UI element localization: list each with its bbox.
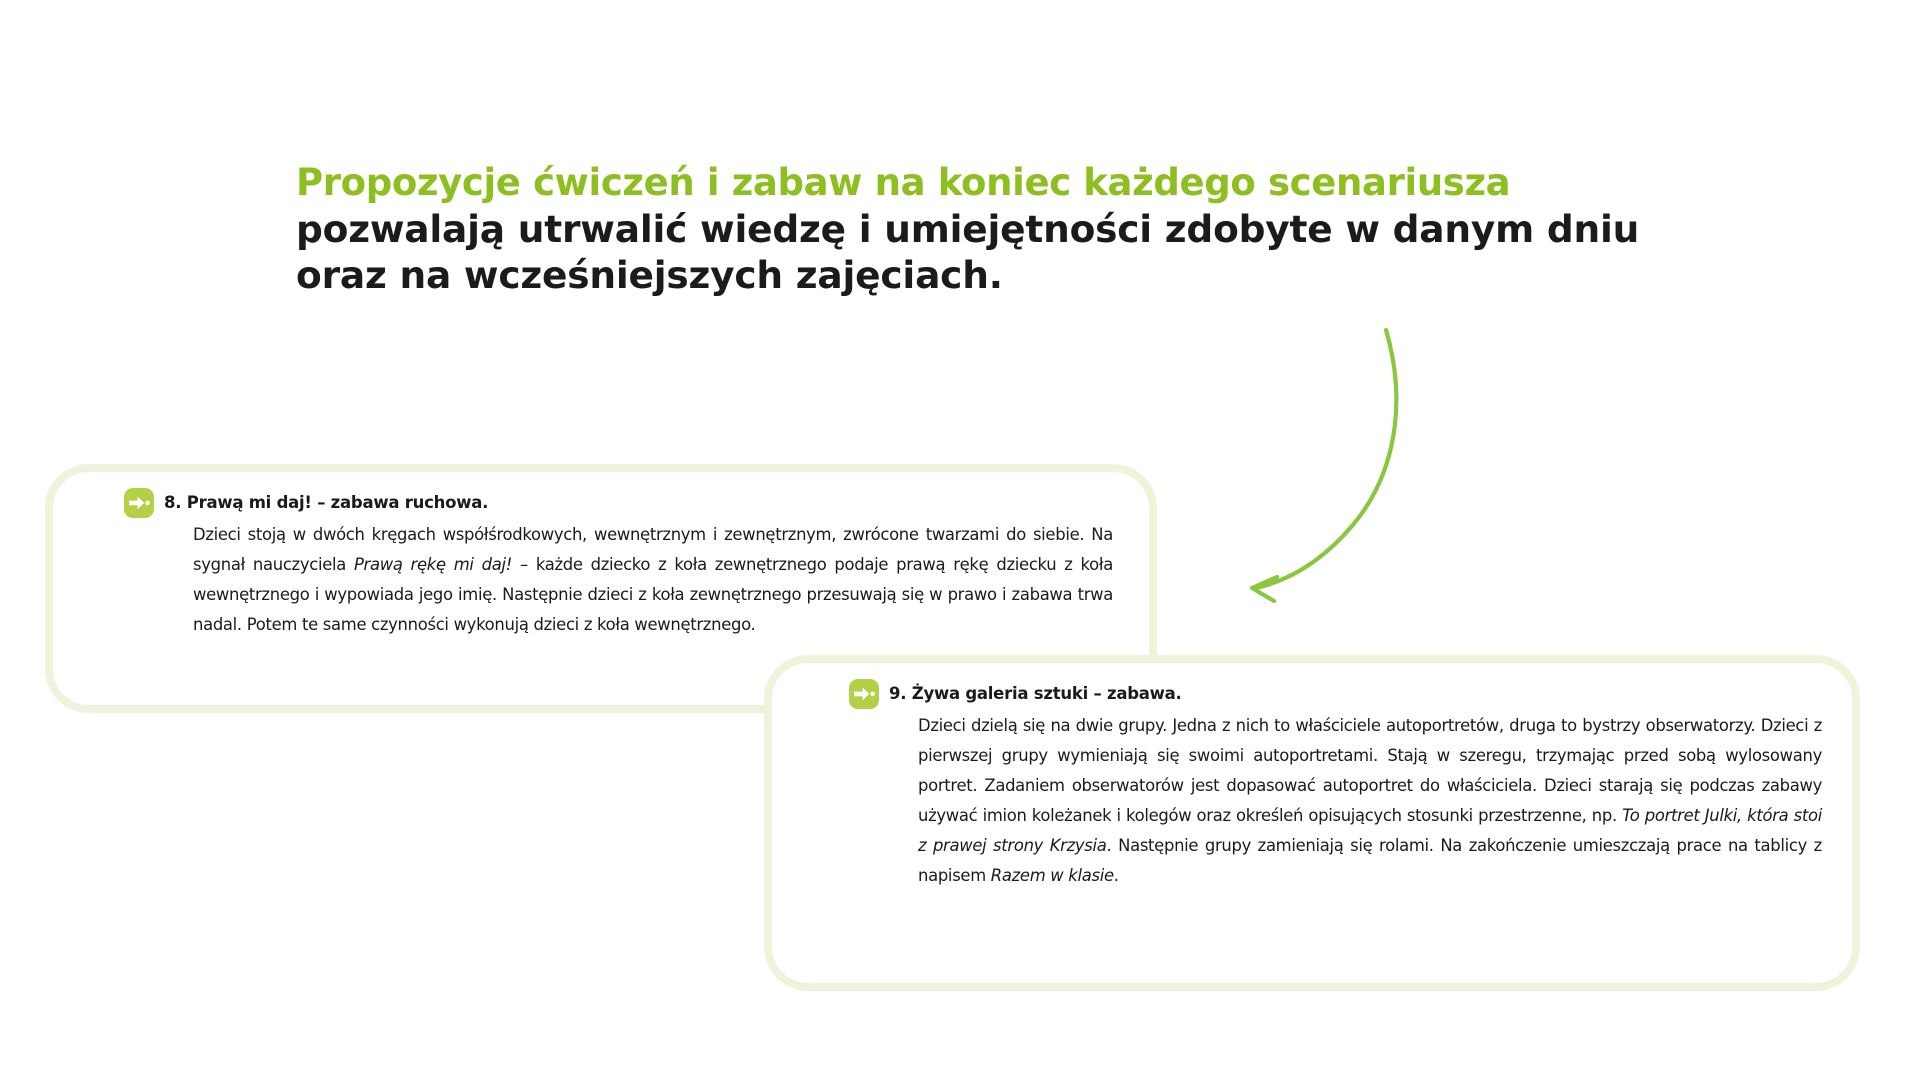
page-heading — [296, 160, 1640, 298]
tip-box-8-body: Dzieci stoją w dwóch kręgach współśrodkowych, wewnętrznym i zewnętrznym, zwrócone twarzami do siebie. Na sygnał nauczyciela Prawą rękę mi daj! – każde dziecko z koła zewnętrznego podaje prawą rękę dziecku z koła wewnętrznego i wypowiada jego imię. Następnie dzieci z koła zewnętrznego przesuwają się w prawo i zabawa trwa nadal. Potem te same czynności wykonują dzieci z koła wewnętrznego. — [193, 525, 1113, 634]
heading-line-3: oraz na wcześniejszych zajęciach. — [296, 253, 1003, 297]
heading-line-green: Propozycje ćwiczeń i zabaw na koniec każdego scenariusza — [296, 161, 1511, 204]
tip-box-9-header — [772, 663, 1852, 709]
heading-line-2: pozwalają utrwalić wiedzę i umiejętności zdobyte w danym dniu — [296, 207, 1640, 251]
tip-box-8-header — [53, 472, 1149, 518]
curved-arrow-icon — [1200, 300, 1460, 620]
tip-box-8-title: 8. Prawą mi daj! – zabawa ruchowa. — [164, 493, 489, 512]
tip-box-9-body: Dzieci dzielą się na dwie grupy. Jedna z nich to właściciele autoportretów, druga to bystrzy obserwatorzy. Dzieci z pierwszej grupy wymieniają się swoimi autoportretami. Stają w szeregu, trzymając przed sobą wylosowany portret. Zadaniem obserwatorów jest dopasować autoportret do właściciela. Dzieci starają się podczas zabawy używać imion koleżanek i kolegów oraz określeń opisujących stosunki przestrzenne, np. To portret Julki, która stoi z prawej strony Krzysia. Następnie grupy zamieniają się rolami. Na zakończenie umieszczają prace na tablicy z napisem Razem w klasie. — [918, 716, 1822, 885]
tip-box-9 — [764, 655, 1860, 991]
arrow-right-dot-icon — [124, 488, 154, 518]
arrow-right-dot-icon — [849, 679, 879, 709]
tip-box-9-title: 9. Żywa galeria sztuki – zabawa. — [889, 684, 1182, 703]
